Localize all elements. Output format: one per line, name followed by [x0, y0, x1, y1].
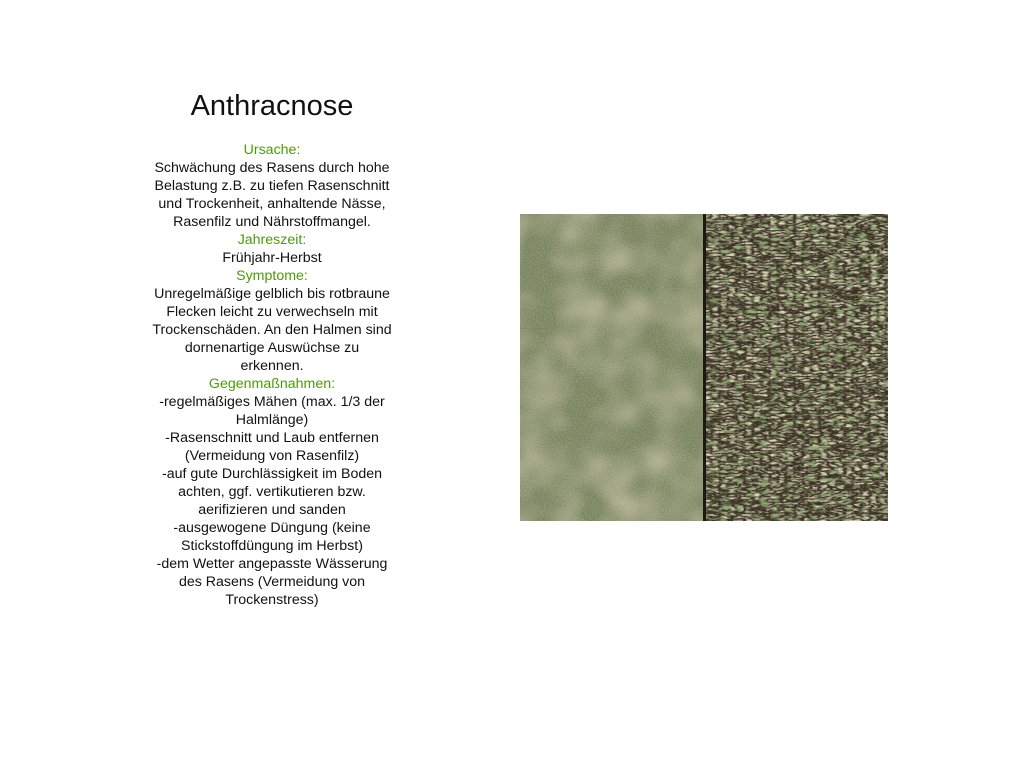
- section-heading-season: Jahreszeit:: [237, 232, 307, 248]
- description-text-block: [136, 141, 408, 609]
- text-line: und Trockenheit, anhaltende Nässe,: [158, 196, 386, 212]
- text-line: Stickstoffdüngung im Herbst): [181, 538, 363, 554]
- lawn-closeup-green-blades: [704, 214, 888, 521]
- text-line: Frühjahr-Herbst: [222, 250, 322, 266]
- text-line: aerifizieren und sanden: [198, 502, 346, 518]
- text-line: achten, ggf. vertikutieren bzw.: [178, 484, 366, 500]
- text-line: Trockenschäden. An den Halmen sind: [152, 322, 392, 338]
- text-line: des Rasens (Vermeidung von: [178, 574, 366, 590]
- text-line: -dem Wetter angepasste Wässerung: [156, 556, 388, 572]
- section-heading-countermeasures: Gegenmaßnahmen:: [208, 376, 336, 392]
- page-title: Anthracnose: [190, 90, 354, 122]
- text-line: -auf gute Durchlässigkeit im Boden: [161, 466, 383, 482]
- text-line: Flecken leicht zu verwechseln mit: [166, 304, 378, 320]
- text-line: -regelmäßiges Mähen (max. 1/3 der: [159, 394, 385, 410]
- text-line: Rasenfilz und Nährstoffmangel.: [173, 214, 371, 230]
- text-line: Trockenstress): [225, 592, 319, 608]
- text-line: (Vermeidung von Rasenfilz): [184, 448, 360, 464]
- lawn-overview-patches: [520, 214, 704, 521]
- text-line: dornenartige Auswüchse zu: [184, 340, 360, 356]
- text-line: Halmlänge): [235, 412, 309, 428]
- text-line: Schwächung des Rasens durch hohe: [154, 160, 390, 176]
- text-line: Unregelmäßige gelblich bis rotbraune: [154, 286, 390, 302]
- text-line: -ausgewogene Düngung (keine: [173, 520, 371, 536]
- text-line: erkennen.: [240, 358, 304, 374]
- text-line: -Rasenschnitt und Laub entfernen: [165, 430, 379, 446]
- section-heading-cause: Ursache:: [243, 142, 301, 158]
- section-heading-symptoms: Symptome:: [236, 268, 308, 284]
- photo-divider: [703, 214, 706, 521]
- text-line: Belastung z.B. zu tiefen Rasenschnitt: [154, 178, 390, 194]
